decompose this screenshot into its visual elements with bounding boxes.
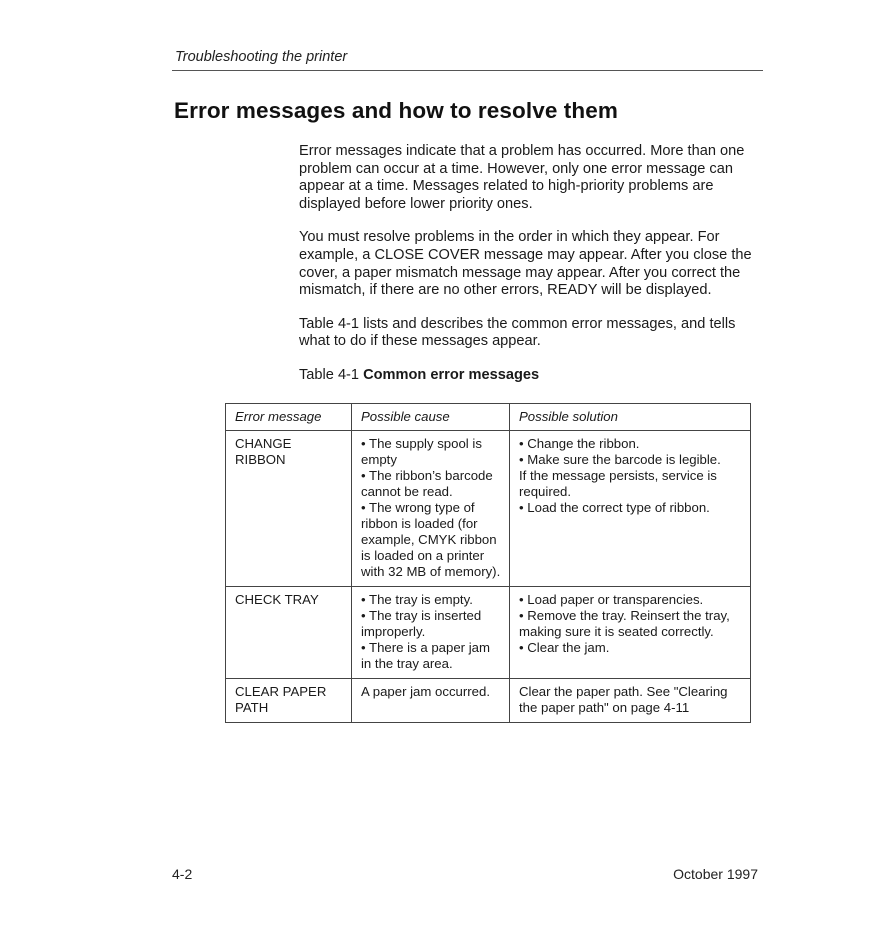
cause-item: • The wrong type of ribbon is loaded (for example, CMYK ribbon is loaded on a printer with 32 MB of memory). [361,500,501,579]
possible-cause-cell [352,679,510,723]
header-possible-solution: Possible solution [510,404,751,431]
header-rule [172,70,763,71]
solution-item: If the message persists, service is required. [519,468,717,499]
solution-item: • Clear the jam. [519,640,610,655]
possible-solution-cell [510,587,751,679]
error-message-cell: CHANGE RIBBON [226,431,352,587]
solution-item: • Load paper or transparencies. [519,592,704,607]
table-row [226,431,751,587]
header-error-message: Error message [226,404,352,431]
possible-cause-cell [352,587,510,679]
running-header: Troubleshooting the printer [175,49,348,65]
page-number: 4-2 [172,866,193,882]
error-message-cell: CHECK TRAY [226,587,352,679]
table-reference-paragraph: Table 4-1 lists and describes the common error messages, and tells what to do if these messages appear. [299,315,736,350]
table-caption [299,367,755,385]
solution-item: • Remove the tray. Reinsert the tray, making sure it is seated correctly. [519,608,730,639]
publication-date: October 1997 [673,866,758,882]
table-row [226,679,751,723]
section-title: Error messages and how to resolve them [174,98,618,123]
cause-item: • The tray is empty. [361,592,473,607]
table-row [226,587,751,679]
cause-item: • The tray is inserted improperly. [361,608,482,639]
header-possible-cause: Possible cause [352,404,510,431]
cause-item: • There is a paper jam in the tray area. [361,640,490,671]
possible-solution-cell [510,679,751,723]
error-message-cell: CLEAR PAPER PATH [226,679,352,723]
solution-item: • Make sure the barcode is legible. [519,452,721,467]
table-caption-number: Table 4-1 [299,366,364,383]
error-messages-table [225,403,751,723]
possible-solution-cell [510,431,751,587]
solution-item: • Change the ribbon. [519,436,640,451]
table-header-row [226,404,751,431]
possible-cause-cell [352,431,510,587]
solution-item: • Load the correct type of ribbon. [519,500,710,515]
cause-item: • The ribbon’s barcode cannot be read. [361,468,493,499]
cause-item: A paper jam occurred. [361,684,491,699]
solution-item: Clear the paper path. See "Clearing the paper path" on page 4-11 [519,684,728,715]
table-caption-title: Common error messages [363,366,540,383]
cause-item: • The supply spool is empty [361,436,482,467]
intro-paragraph: Error messages indicate that a problem has occurred. More than one problem can occur at a time. However, only one error message can appear at a time. Messages related to high-priority problems are displayed before lower priority ones. [299,143,745,212]
body-column [299,143,755,401]
order-paragraph: You must resolve problems in the order in which they appear. For example, a CLOSE COVER message may appear. After you close the cover, a paper mismatch message may appear. After you correct the mismatch, if there are no other errors, READY will be displayed. [299,229,752,299]
